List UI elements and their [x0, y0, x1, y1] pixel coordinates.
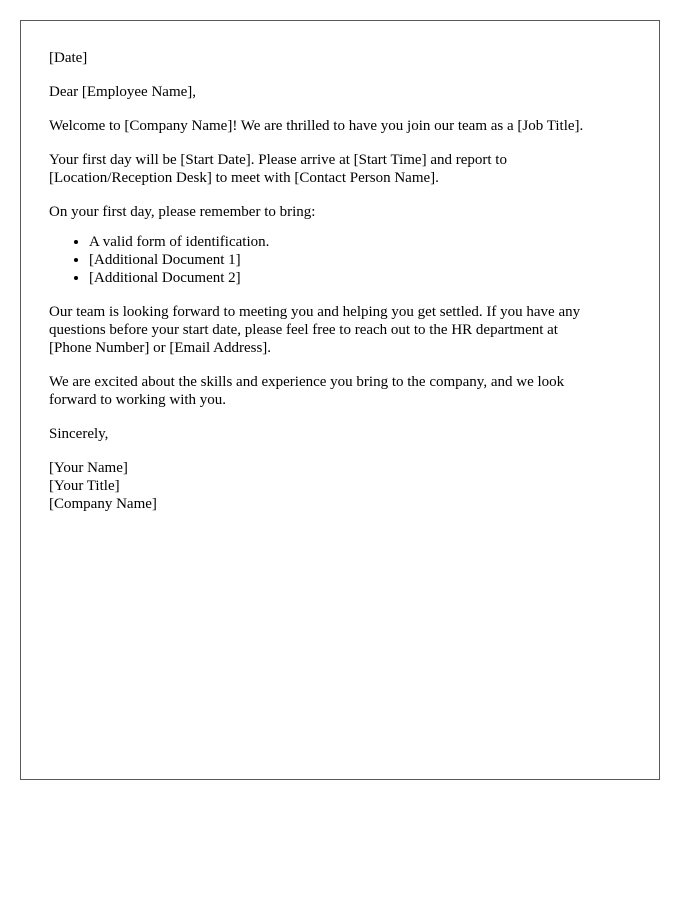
welcome-paragraph: Welcome to [Company Name]! We are thrilled to have you join our team as a [Job Title].: [49, 118, 584, 134]
signature-title: [Your Title]: [49, 478, 120, 494]
list-item: • [Additional Document 1]: [89, 251, 639, 269]
excited-paragraph: [49, 373, 639, 409]
signature-block: [49, 459, 639, 513]
list-item: • [Additional Document 2]: [89, 269, 639, 287]
first-day-line: Your first day will be [Start Date]. Please arrive at [Start Time] and report to: [49, 152, 507, 168]
list-item: • A valid form of identification.: [89, 233, 639, 251]
letter-body: [49, 49, 639, 529]
signature-company: [Company Name]: [49, 496, 157, 512]
bring-intro: On your first day, please remember to bring:: [49, 204, 316, 220]
first-day-line: [Location/Reception Desk] to meet with [Contact Person Name].: [49, 170, 439, 186]
first-day-paragraph: [49, 151, 639, 187]
letter-page: [20, 20, 660, 780]
excited-line: forward to working with you.: [49, 392, 227, 408]
closing: Sincerely,: [49, 426, 109, 442]
bring-list: [49, 233, 639, 287]
letter-date: [Date]: [49, 50, 88, 66]
team-line: Our team is looking forward to meeting you and helping you get settled. If you have any: [49, 304, 581, 320]
signature-name: [Your Name]: [49, 460, 128, 476]
team-line: questions before your start date, please feel free to reach out to the HR department at: [49, 322, 558, 338]
team-line: [Phone Number] or [Email Address].: [49, 340, 272, 356]
salutation: Dear [Employee Name],: [49, 84, 197, 100]
team-paragraph: [49, 303, 639, 357]
excited-line: We are excited about the skills and experience you bring to the company, and we look: [49, 374, 565, 390]
